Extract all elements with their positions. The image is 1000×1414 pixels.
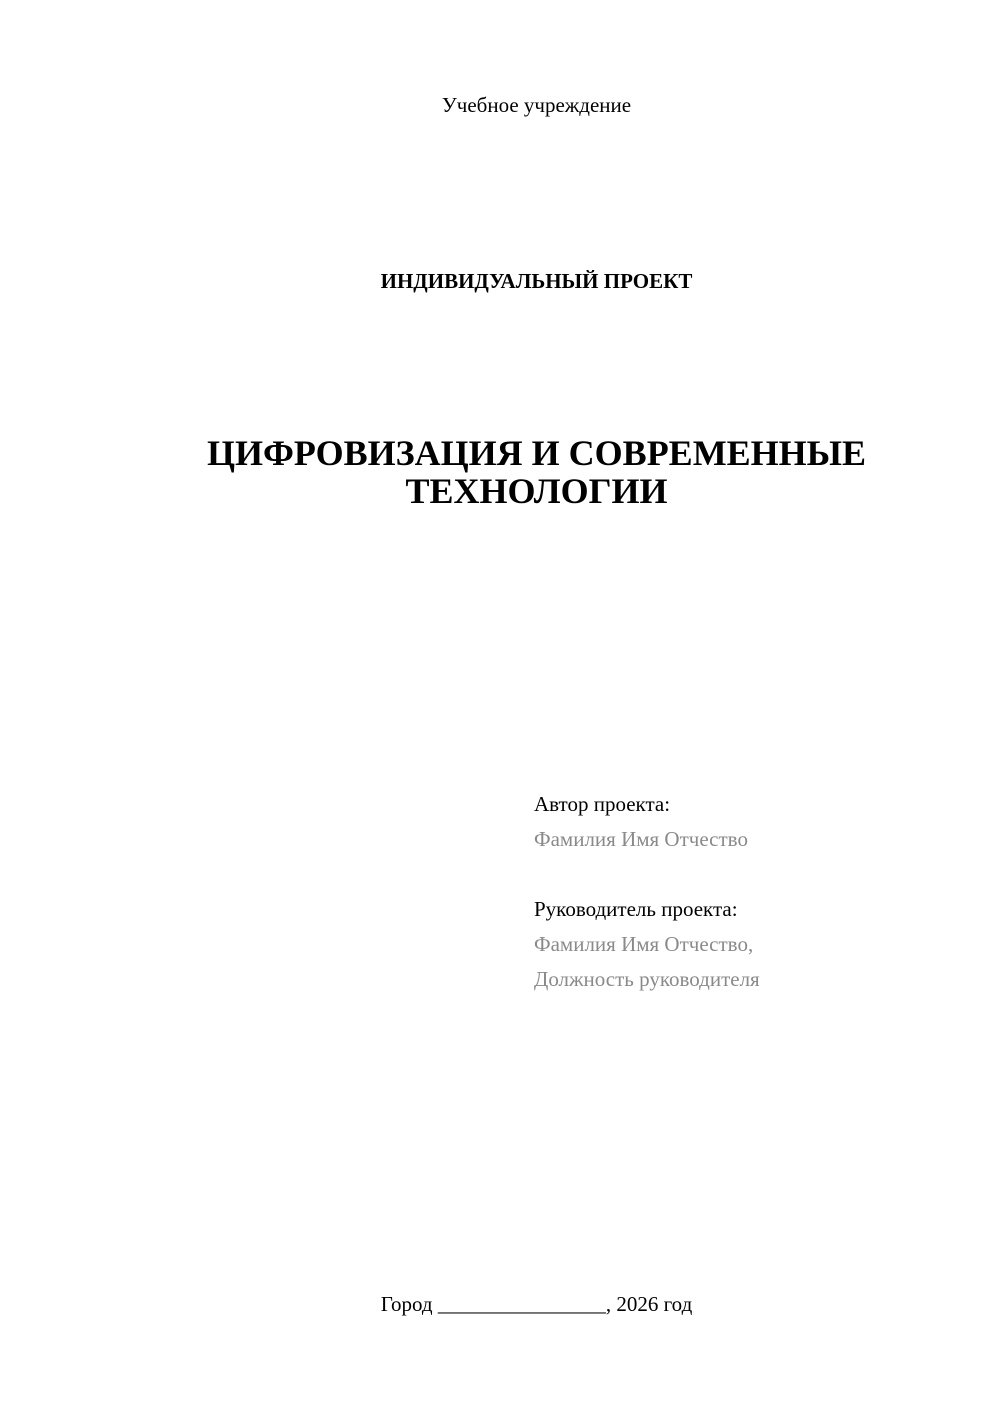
supervisor-position: Должность руководителя xyxy=(534,967,760,991)
supervisor-name: Фамилия Имя Отчество, xyxy=(534,932,754,956)
author-name: Фамилия Имя Отчество xyxy=(534,827,748,851)
author-label: Автор проекта: xyxy=(534,792,671,816)
city-year-footer: Город ________________, 2026 год xyxy=(380,1292,693,1316)
project-title-line-1: ЦИФРОВИЗАЦИЯ И СОВРЕМЕННЫЕ xyxy=(206,433,867,473)
institution-name: Учебное учреждение xyxy=(441,93,632,117)
info-spacer xyxy=(534,857,974,892)
project-info-block xyxy=(534,787,974,997)
project-type-heading: ИНДИВИДУАЛЬНЫЙ ПРОЕКТ xyxy=(380,269,693,293)
project-title-line-2: ТЕХНОЛОГИИ xyxy=(405,471,668,511)
project-title xyxy=(0,434,1000,510)
supervisor-label: Руководитель проекта: xyxy=(534,897,738,921)
